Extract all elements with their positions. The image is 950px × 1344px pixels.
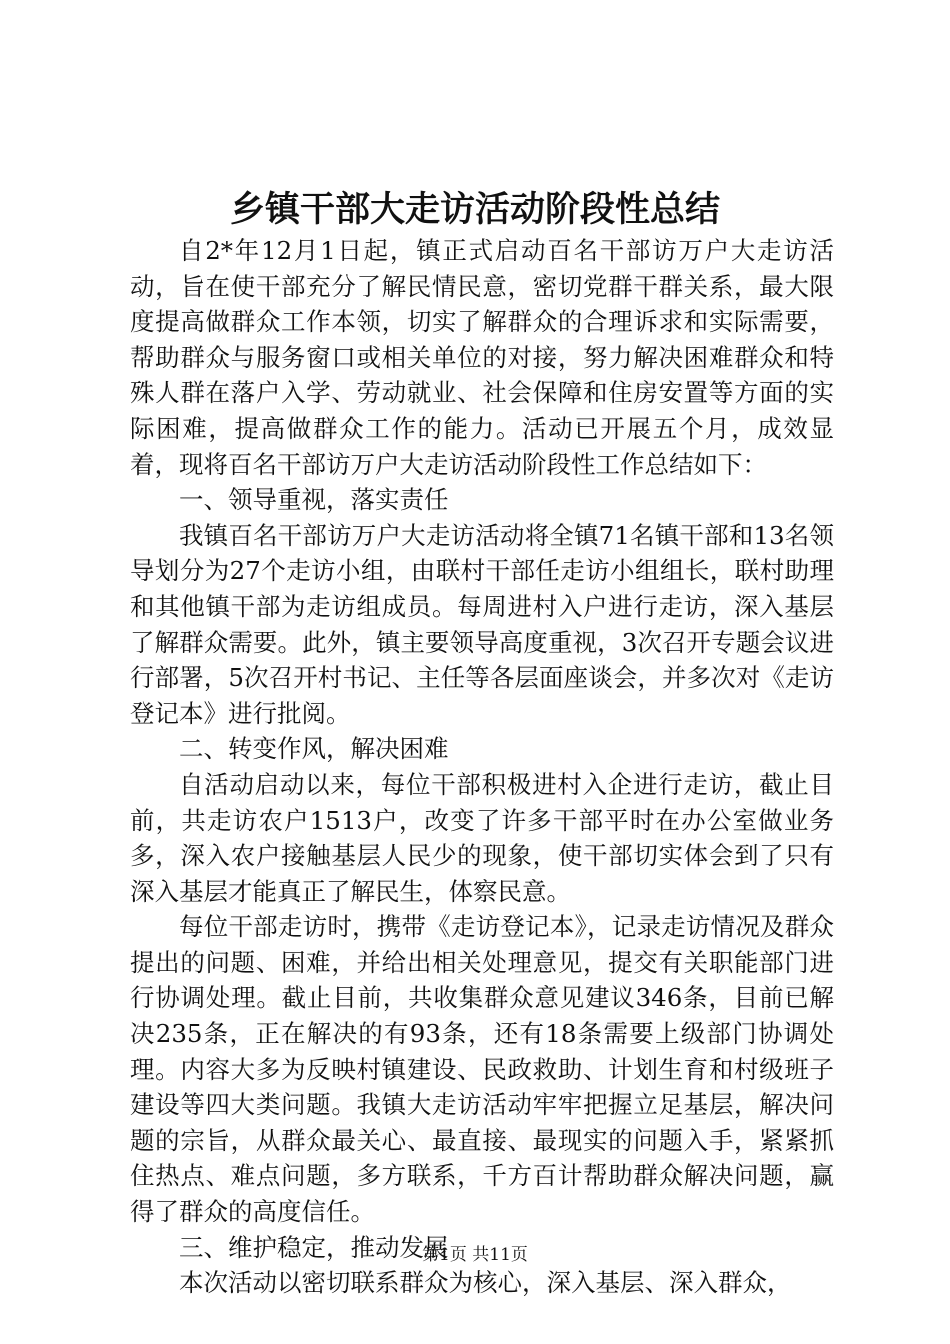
page-number-footer: 第1页 共11页: [422, 1245, 528, 1265]
document-body: [130, 233, 834, 1301]
paragraph-intro: 自2*年12月1日起，镇正式启动百名干部访万户大走访活动，旨在使干部充分了解民情民意，密切党群干群关系，最大限度提高做群众工作本领，切实了解群众的合理诉求和实际需要，帮助群众与服务窗口或相关单位的对接，努力解决困难群众和特殊人群在落户入学、劳动就业、社会保障和住房安置等方面的实际困难，提高做群众工作的能力。活动已开展五个月，成效显着，现将百名干部访万户大走访活动阶段性工作总结如下：: [130, 236, 834, 479]
section-heading-1: 一、领导重视，落实责任: [179, 485, 449, 515]
section-heading-3: 三、维护稳定，推动发展: [179, 1232, 449, 1262]
paragraph-section-2a: 自活动启动以来，每位干部积极进村入企进行走访，截止目前，共走访农户1513户，改变了许多干部平时在办公室做业务多，深入农户接触基层人民少的现象，使干部切实体会到了只有深入基层才能真正了解民生，体察民意。: [130, 769, 834, 906]
section-heading-2: 二、转变作风，解决困难: [179, 734, 449, 764]
document-title: 乡镇干部大走访活动阶段性总结: [229, 190, 720, 230]
paragraph-section-1: 我镇百名干部访万户大走访活动将全镇71名镇干部和13名领导划分为27个走访小组，由联村干部任走访小组组长，联村助理和其他镇干部为走访组成员。每周进村入户进行走访，深入基层了解群众需要。此外，镇主要领导高度重视，3次召开专题会议进行部署，5次召开村书记、主任等各层面座谈会，并多次对《走访登记本》进行批阅。: [130, 520, 834, 728]
paragraph-section-2b: 每位干部走访时，携带《走访登记本》，记录走访情况及群众提出的问题、困难，并给出相关处理意见，提交有关职能部门进行协调处理。截止目前，共收集群众意见建议346条，目前已解决235条，正在解决的有93条，还有18条需要上级部门协调处理。内容大多为反映村镇建设、民政救助、计划生育和村级班子建设等四大类问题。我镇大走访活动牢牢把握立足基层，解决问题的宗旨，从群众最关心、最直接、最现实的问题入手，紧紧抓住热点、难点问题，多方联系，千方百计帮助群众解决问题，赢得了群众的高度信任。: [130, 912, 834, 1227]
paragraph-section-3: 本次活动以密切联系群众为核心，深入基层、深入群众，: [179, 1268, 792, 1298]
